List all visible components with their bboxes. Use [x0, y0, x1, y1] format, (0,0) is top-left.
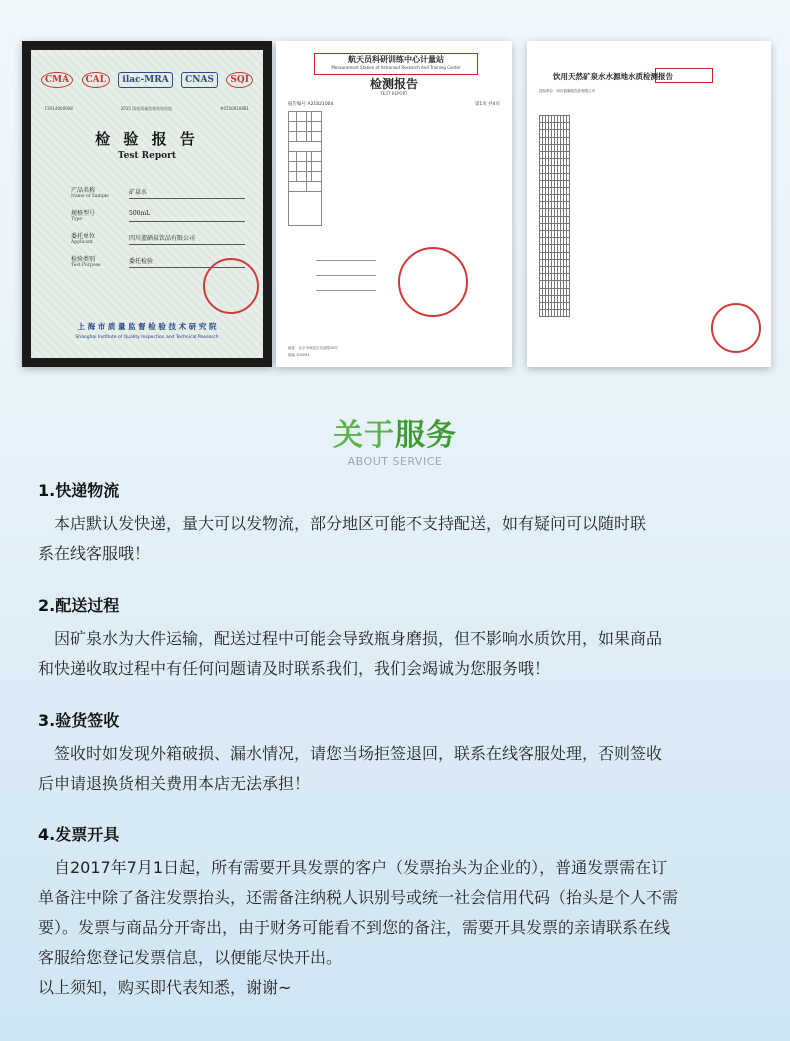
report-org-box: 航天员科研训练中心计量站 Measurement Station of Astronaut Research And Training Center — [314, 53, 478, 75]
about-service-heading — [0, 418, 790, 468]
accreditation-logos — [41, 72, 253, 88]
test-report-document — [276, 41, 512, 367]
section-body: 签收时如发现外箱破损、漏水情况，请您当场拒签退回，联系在线客服处理，否则签收 后申请退换货相关费用本店无法承担！ — [38, 744, 663, 793]
about-subtitle: ABOUT SERVICE — [347, 455, 443, 468]
red-seal-stamp — [711, 303, 761, 353]
water-report-title: 饮用天然矿泉水水源地水质检测报告 — [553, 72, 673, 81]
section-inspection — [38, 710, 758, 799]
certificate-subtitle: Test Report — [117, 151, 177, 161]
about-title: 关于服务 — [333, 418, 457, 453]
red-seal-stamp — [398, 247, 468, 317]
field-row: 产品名称 Name of Sample 矿泉水 — [71, 185, 245, 199]
report-footer: 地址：北京市海淀区友谊路26号 邮编 100094 — [288, 346, 338, 357]
report-meta: 报告编号 A21821004 第1页 共4页 — [288, 102, 500, 107]
water-report-meta: 送检单位：四川蓝硒泉饮品有限公司 — [539, 89, 595, 93]
field-row: 检验类别 Test Purpose 委托检验 — [71, 254, 245, 268]
field-row: 委托单位 Applicant 四川蓝硒泉饮品有限公司 — [71, 231, 245, 245]
section-shipping — [38, 480, 758, 569]
sqi-logo: SQI — [226, 72, 253, 88]
water-quality-report — [527, 41, 771, 367]
water-report-table — [539, 115, 570, 317]
report-title: 检测报告 — [369, 77, 418, 91]
section-body: 本店默认发快递，量大可以发物流，部分地区可能不支持配送，如有疑问可以随时联 系在线客服哦！ — [38, 514, 647, 563]
certificate-title: 检 验 报 告 — [95, 130, 199, 148]
section-title: 2.配送过程 — [38, 596, 120, 615]
ilac-logo: ilac-MRA — [118, 72, 172, 88]
section-title: 1.快递物流 — [38, 481, 120, 500]
section-delivery — [38, 595, 758, 684]
section-body: 因矿泉水为大件运输，配送过程中可能会导致瓶身磨损，但不影响水质饮用，如果商品 和快递收取过程中有任何问题请及时联系我们，我们会竭诚为您服务哦！ — [38, 629, 663, 678]
certificate-numbers: F2014000008 2015 国家质量监督检验检疫 #0150610881 — [45, 106, 249, 111]
test-report-certificate — [22, 41, 272, 367]
institute-name-en: Shanghai Institute of Quality Inspection and Technical Research — [75, 335, 219, 340]
section-body: 自2017年7月1日起，所有需要开具发票的客户（发票抬头为企业的），普通发票需在订 单备注中除了备注发票抬头，还需备注纳税人识别号或统一社会信用代码（抬头是个人不需 要）。发票与商品分开寄出，由于财务可能看不到您的备注，需要开具发票的亲请联系在线 客服给您登记发票信息，以便能尽快开出。 以上须知，购买即代表知悉，谢谢~ — [38, 858, 679, 997]
signature-lines — [288, 246, 500, 291]
certificates-area — [0, 0, 790, 380]
section-invoice — [38, 824, 758, 1003]
section-title: 3.验货签收 — [38, 711, 120, 730]
cma-logo: CMA — [41, 72, 73, 88]
field-row: 规格型号 Type 500mL — [71, 208, 245, 222]
report-subtitle: TEST REPORT — [380, 91, 408, 96]
red-seal-stamp — [203, 258, 259, 314]
cnas-logo: CNAS — [181, 72, 218, 88]
report-table — [288, 111, 322, 226]
cal-logo: CAL — [82, 72, 110, 88]
institute-name: 上 海 市 质 量 监 督 检 验 技 术 研 究 院 — [77, 322, 217, 331]
section-title: 4.发票开具 — [38, 825, 120, 844]
